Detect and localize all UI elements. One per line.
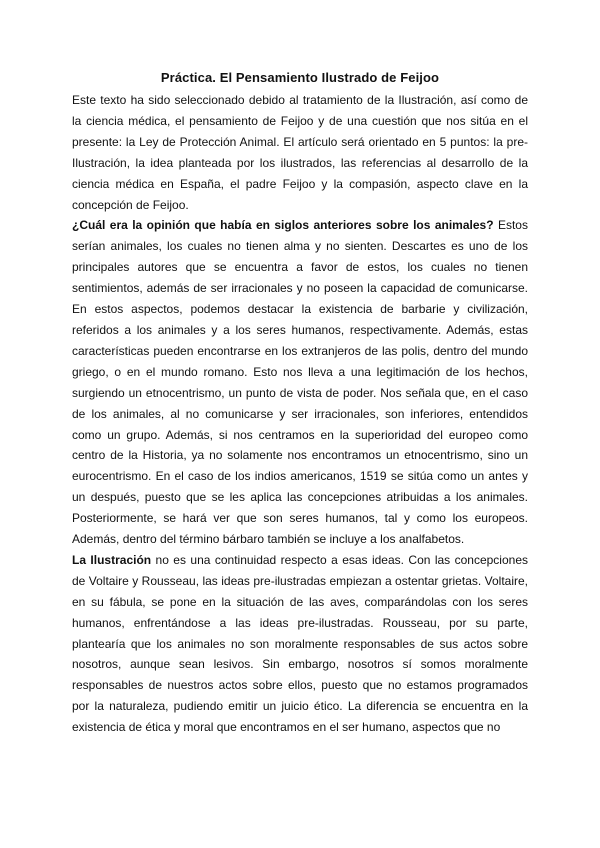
paragraph-illustration-body: no es una continuidad respecto a esas ideas. Con las concepciones de Voltaire y Rousseau, las ideas pre-ilustradas empiezan a ostentar grietas. Voltaire, en su fábula, se pone en la situación de las aves, comparándolas con los seres humanos, enfrentándose a las ideas pre-ilustradas. Rousseau, por su parte, plantearía que los animales no son moralmente responsables de sus actos sobre nosotros, aunque sean lesivos. Sin embargo, nosotros sí somos moralmente responsables de nuestros actos sobre ellos, puesto que no estamos programados por la naturaleza, pudiendo emitir un juicio ético. La diferencia se encuentra en la existencia de ética y moral que encontramos en el ser humano, aspectos que no (72, 552, 528, 735)
paragraph-intro: Este texto ha sido seleccionado debido al tratamiento de la Ilustración, así como de la ciencia médica, el pensamiento de Feijoo y de una cuestión que nos sitúa en el presente: la Ley de Protección Animal. El artículo será orientado en 5 puntos: la pre-Ilustración, la idea planteada por los ilustrados, las referencias al desarrollo de la ciencia médica en España, el padre Feijoo y la compasión, aspecto clave en la concepción de Feijoo. (72, 93, 528, 212)
document-page (72, 68, 528, 738)
paragraph-illustration-heading: La Ilustración (72, 552, 152, 567)
paragraph-pre-illustration-body: Estos serían animales, los cuales no tienen alma y no sienten. Descartes es uno de los principales autores que se encuentra a favor de estos, los cuales no tienen sentimientos, además de ser irracionales y no poseen la capacidad de comunicarse. En estos aspectos, podemos destacar la existencia de barbarie y civilización, referidos a los animales y a los seres humanos, respectivamente. Además, estas características pueden encontrarse en los extranjeros de las polis, dentro del mundo griego, o en el mundo romano. Esto nos lleva a una legitimación de los hechos, surgiendo un etnocentrismo, un punto de vista de poder. Nos señala que, en el caso de los animales, al no comunicarse y ser irracionales, son inferiores, entendidos como un grupo. Además, si nos centramos en la superioridad del europeo como centro de la Historia, ya no solamente nos encontramos un etnocentrismo, sino un eurocentrismo. En el caso de los indios americanos, 1519 se sitúa como un antes y un después, puesto que se les aplica las concepciones atribuidas a los animales. Posteriormente, se hará ver que son seres humanos, tal y como los europeos. Además, dentro del término bárbaro también se incluye a los analfabetos. (72, 218, 528, 547)
paragraph-illustration (72, 550, 528, 738)
paragraph-question-heading: ¿Cuál era la opinión que había en siglos anteriores sobre los animales? (72, 218, 494, 233)
paragraph-pre-illustration (72, 215, 528, 550)
document-title: Práctica. El Pensamiento Ilustrado de Feijoo (160, 70, 440, 85)
